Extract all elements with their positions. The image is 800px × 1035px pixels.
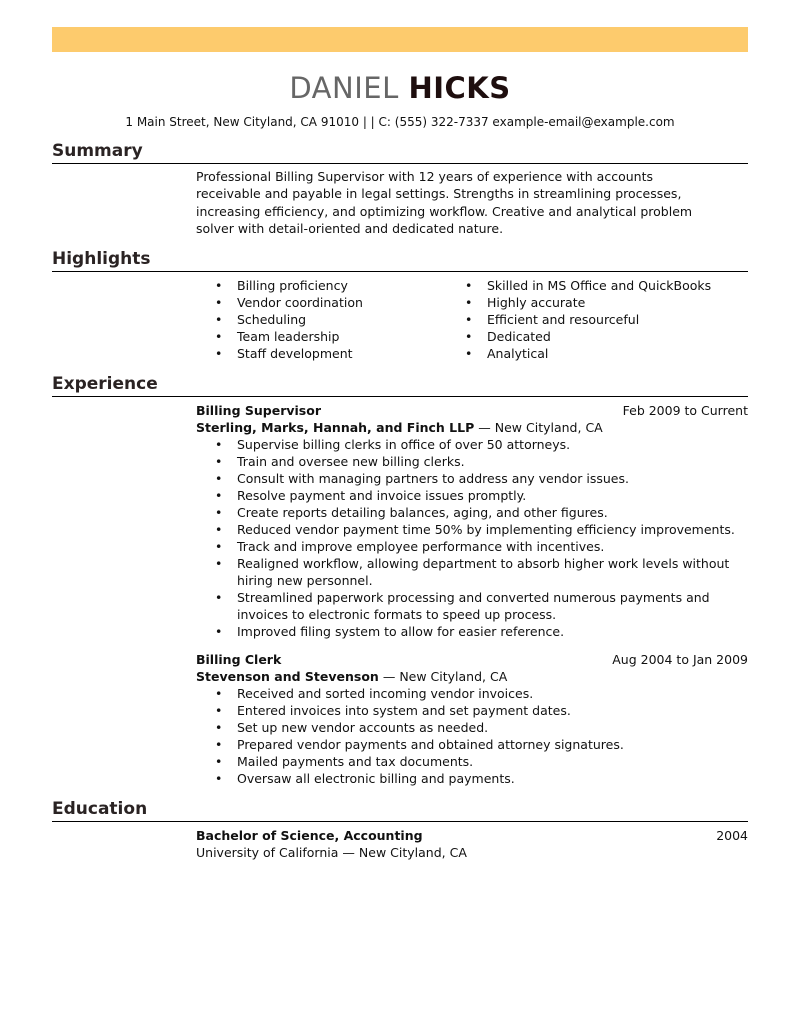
job-employer xyxy=(196,419,603,436)
list-item: • Highly accurate xyxy=(446,294,746,311)
company-name: Sterling, Marks, Hannah, and Finch LLP xyxy=(196,420,475,435)
list-item: • Billing proficiency xyxy=(196,277,446,294)
separator-dash: — xyxy=(342,845,355,860)
list-item: • Entered invoices into system and set payment dates. xyxy=(196,702,748,719)
job-bullets xyxy=(196,436,748,640)
degree: Bachelor of Science, Accounting xyxy=(196,828,423,843)
list-item: • Set up new vendor accounts as needed. xyxy=(196,719,748,736)
list-item: • Vendor coordination xyxy=(196,294,446,311)
school-line xyxy=(196,844,467,861)
school-location: New Cityland, CA xyxy=(358,845,467,860)
list-item: • Track and improve employee performance with incentives. xyxy=(196,538,748,555)
highlights-list-right xyxy=(446,277,746,362)
header-accent-bar xyxy=(52,27,748,52)
candidate-name xyxy=(0,70,800,106)
list-item: • Staff development xyxy=(196,345,446,362)
list-item: • Mailed payments and tax documents. xyxy=(196,753,748,770)
list-item: • Prepared vendor payments and obtained attorney signatures. xyxy=(196,736,748,753)
list-item: • Create reports detailing balances, aging, and other figures. xyxy=(196,504,748,521)
school-name: University of California xyxy=(196,845,339,860)
list-item: • Analytical xyxy=(446,345,746,362)
list-item: • Skilled in MS Office and QuickBooks xyxy=(446,277,746,294)
job-title: Billing Supervisor xyxy=(196,403,321,418)
list-item: • Efficient and resourceful xyxy=(446,311,746,328)
list-item: • Oversaw all electronic billing and payments. xyxy=(196,770,748,787)
list-item: • Received and sorted incoming vendor invoices. xyxy=(196,685,748,702)
job-title: Billing Clerk xyxy=(196,652,282,667)
list-item: • Team leadership xyxy=(196,328,446,345)
last-name: HICKS xyxy=(408,71,511,105)
job-location: New Cityland, CA xyxy=(399,669,508,684)
first-name: DANIEL xyxy=(289,71,399,105)
list-item: • Reduced vendor payment time 50% by implementing efficiency improvements. xyxy=(196,521,748,538)
highlights-heading: Highlights xyxy=(52,249,748,272)
job-dates: Aug 2004 to Jan 2009 xyxy=(612,652,748,667)
separator-dash: — xyxy=(478,420,491,435)
education-heading: Education xyxy=(52,799,748,822)
list-item: • Dedicated xyxy=(446,328,746,345)
list-item: • Supervise billing clerks in office of over 50 attorneys. xyxy=(196,436,748,453)
separator-dash: — xyxy=(382,669,396,684)
list-item: • Train and oversee new billing clerks. xyxy=(196,453,748,470)
list-item: • Scheduling xyxy=(196,311,446,328)
graduation-year: 2004 xyxy=(716,828,748,843)
company-name: Stevenson and Stevenson xyxy=(196,669,379,684)
job-bullets xyxy=(196,685,748,787)
list-item: • Streamlined paperwork processing and converted numerous payments and invoices to electronic formats to speed up process. xyxy=(196,589,748,623)
contact-line: 1 Main Street, New Cityland, CA 91010 | | C: (555) 322-7337 example-email@example.com xyxy=(125,115,675,129)
list-item: • Realigned workflow, allowing department to absorb higher work levels without hiring new personnel. xyxy=(196,555,748,589)
list-item: • Improved filing system to allow for easier reference. xyxy=(196,623,748,640)
highlights-list-left xyxy=(196,277,446,362)
list-item: • Resolve payment and invoice issues promptly. xyxy=(196,487,748,504)
job-dates: Feb 2009 to Current xyxy=(622,403,748,418)
job-location: New Cityland, CA xyxy=(494,420,603,435)
summary-heading: Summary xyxy=(52,141,748,164)
job-employer xyxy=(196,668,507,685)
summary-text: Professional Billing Supervisor with 12 years of experience with accounts receivable and payable in legal settings. Strengths in streamlining processes, increasing efficiency, and optimizing workflow. Creative and analytical problem solver with detail-oriented and dedicated nature. xyxy=(196,169,693,236)
list-item: • Consult with managing partners to address any vendor issues. xyxy=(196,470,748,487)
experience-heading: Experience xyxy=(52,374,748,397)
